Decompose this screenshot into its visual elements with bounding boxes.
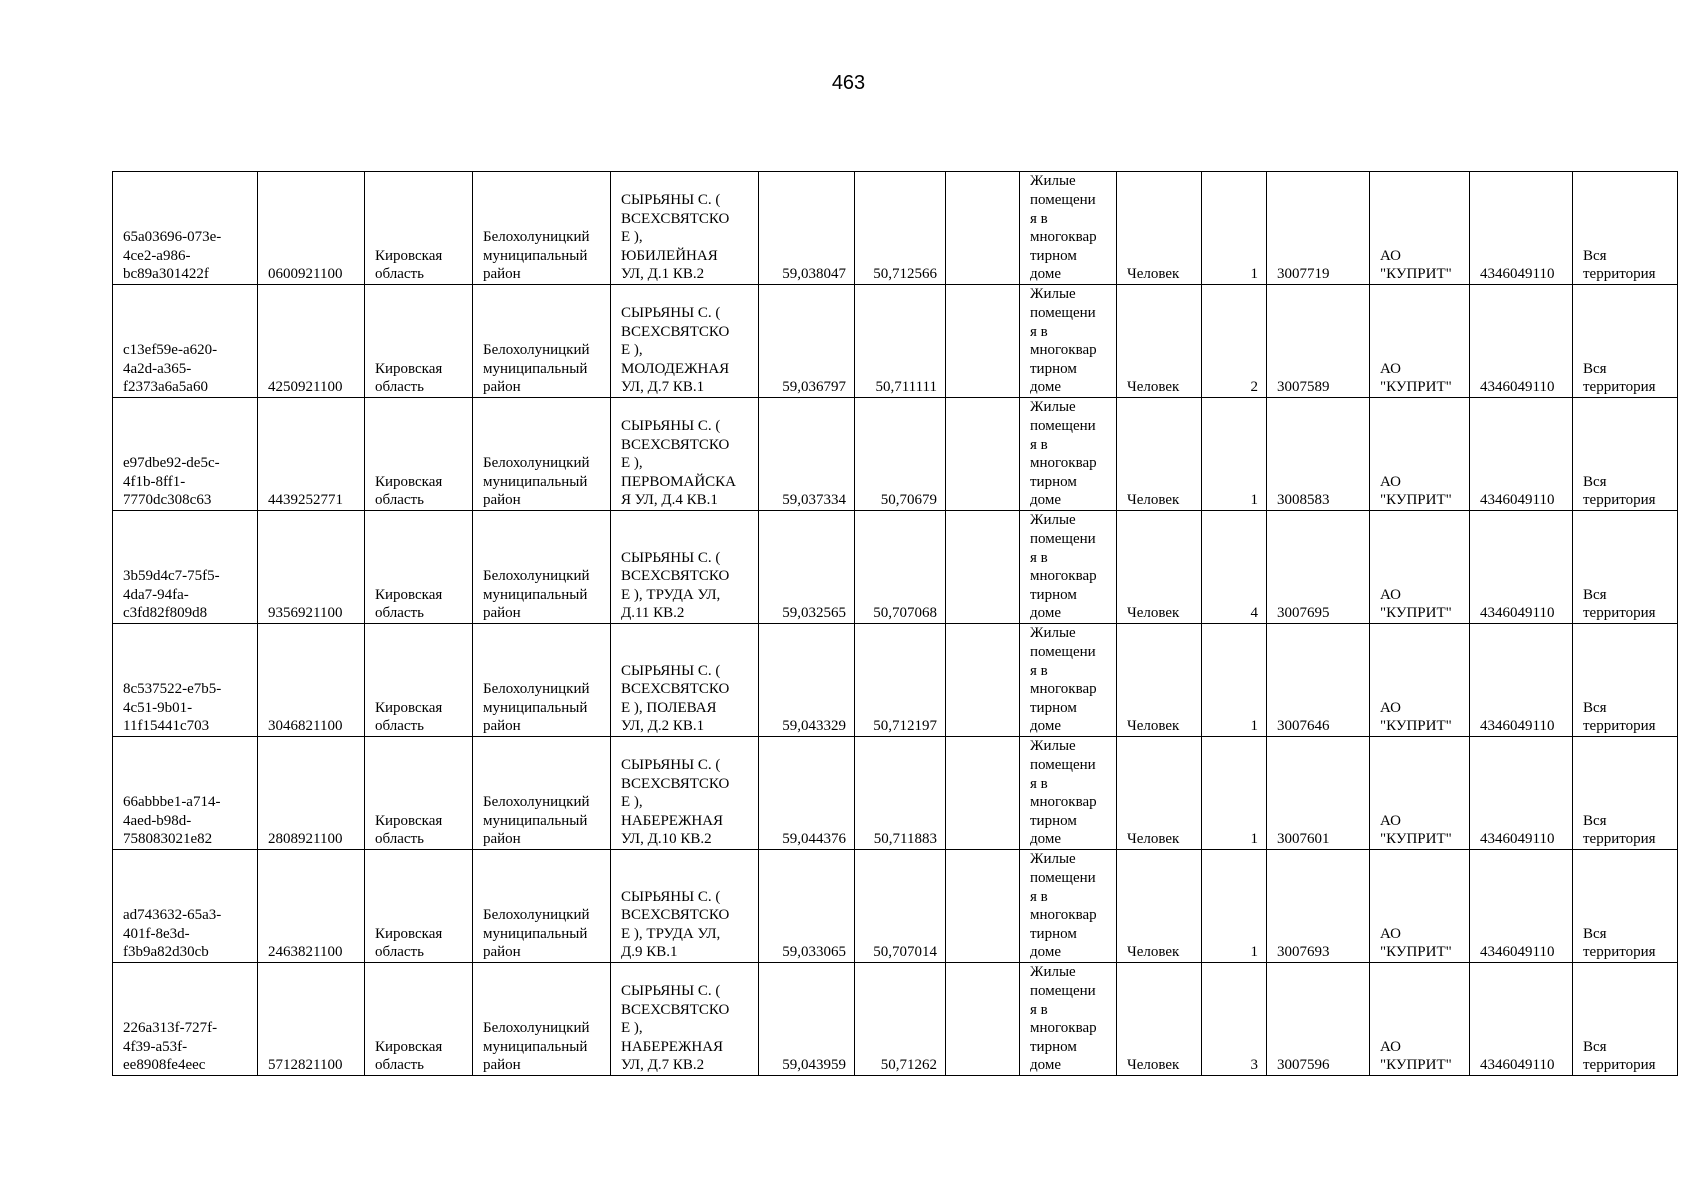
object-id-cell: 8c537522-e7b5- 4c51-9b01- 11f15441c703 — [113, 624, 258, 737]
account-number-cell: 3007695 — [1267, 511, 1370, 624]
inn-cell: 4346049110 — [1470, 624, 1573, 737]
region-cell: Кировская область — [365, 285, 473, 398]
district-cell: Белохолуницкий муниципальный район — [473, 963, 611, 1076]
latitude-cell: 59,044376 — [759, 737, 855, 850]
empty-cell — [946, 737, 1020, 850]
inn-cell: 4346049110 — [1470, 737, 1573, 850]
table-row — [113, 737, 1678, 850]
inn-cell: 4346049110 — [1470, 511, 1573, 624]
latitude-cell: 59,038047 — [759, 172, 855, 285]
territory-cell: Вся территория — [1573, 285, 1678, 398]
empty-cell — [946, 624, 1020, 737]
object-id-cell: 3b59d4c7-75f5- 4da7-94fa- c3fd82f809d8 — [113, 511, 258, 624]
account-number-cell: 3007693 — [1267, 850, 1370, 963]
organization-cell: АО "КУПРИТ" — [1370, 285, 1470, 398]
object-id-cell: 65a03696-073e- 4ce2-a986- bc89a301422f — [113, 172, 258, 285]
object-id-cell: c13ef59e-a620- 4a2d-a365- f2373a6a5a60 — [113, 285, 258, 398]
organization-cell: АО "КУПРИТ" — [1370, 398, 1470, 511]
code-cell: 0600921100 — [258, 172, 365, 285]
page-number: 463 — [831, 72, 866, 94]
territory-cell: Вся территория — [1573, 850, 1678, 963]
longitude-cell: 50,711883 — [855, 737, 946, 850]
count-cell: 1 — [1202, 624, 1267, 737]
region-cell: Кировская область — [365, 850, 473, 963]
region-cell: Кировская область — [365, 511, 473, 624]
territory-cell: Вся территория — [1573, 398, 1678, 511]
unit-cell: Человек — [1117, 285, 1202, 398]
inn-cell: 4346049110 — [1470, 285, 1573, 398]
object-id-cell: 66abbbe1-a714- 4aed-b98d- 758083021e82 — [113, 737, 258, 850]
code-cell: 2808921100 — [258, 737, 365, 850]
latitude-cell: 59,032565 — [759, 511, 855, 624]
empty-cell — [946, 963, 1020, 1076]
account-number-cell: 3007596 — [1267, 963, 1370, 1076]
territory-cell: Вся территория — [1573, 737, 1678, 850]
district-cell: Белохолуницкий муниципальный район — [473, 737, 611, 850]
organization-cell: АО "КУПРИТ" — [1370, 737, 1470, 850]
address-cell: СЫРЬЯНЫ С. ( ВСЕХСВЯТСКО Е ), МОЛОДЕЖНАЯ УЛ, Д.7 КВ.1 — [611, 285, 759, 398]
table-row — [113, 850, 1678, 963]
table-row — [113, 511, 1678, 624]
latitude-cell: 59,037334 — [759, 398, 855, 511]
organization-cell: АО "КУПРИТ" — [1370, 624, 1470, 737]
organization-cell: АО "КУПРИТ" — [1370, 511, 1470, 624]
region-cell: Кировская область — [365, 172, 473, 285]
premises-type-cell: Жилые помещени я в многоквар тирном доме — [1020, 624, 1117, 737]
organization-cell: АО "КУПРИТ" — [1370, 963, 1470, 1076]
unit-cell: Человек — [1117, 963, 1202, 1076]
district-cell: Белохолуницкий муниципальный район — [473, 511, 611, 624]
longitude-cell: 50,712197 — [855, 624, 946, 737]
district-cell: Белохолуницкий муниципальный район — [473, 850, 611, 963]
count-cell: 3 — [1202, 963, 1267, 1076]
registry-table — [112, 171, 1678, 1076]
table-body — [113, 172, 1678, 1076]
inn-cell: 4346049110 — [1470, 172, 1573, 285]
account-number-cell: 3007601 — [1267, 737, 1370, 850]
premises-type-cell: Жилые помещени я в многоквар тирном доме — [1020, 285, 1117, 398]
count-cell: 1 — [1202, 737, 1267, 850]
premises-type-cell: Жилые помещени я в многоквар тирном доме — [1020, 737, 1117, 850]
unit-cell: Человек — [1117, 398, 1202, 511]
organization-cell: АО "КУПРИТ" — [1370, 850, 1470, 963]
code-cell: 3046821100 — [258, 624, 365, 737]
territory-cell: Вся территория — [1573, 963, 1678, 1076]
table-row — [113, 285, 1678, 398]
address-cell: СЫРЬЯНЫ С. ( ВСЕХСВЯТСКО Е ), ПЕРВОМАЙСКА Я УЛ, Д.4 КВ.1 — [611, 398, 759, 511]
unit-cell: Человек — [1117, 172, 1202, 285]
table-row — [113, 398, 1678, 511]
district-cell: Белохолуницкий муниципальный район — [473, 624, 611, 737]
inn-cell: 4346049110 — [1470, 398, 1573, 511]
empty-cell — [946, 511, 1020, 624]
empty-cell — [946, 285, 1020, 398]
inn-cell: 4346049110 — [1470, 963, 1573, 1076]
account-number-cell: 3007589 — [1267, 285, 1370, 398]
address-cell: СЫРЬЯНЫ С. ( ВСЕХСВЯТСКО Е ), ТРУДА УЛ, Д.11 КВ.2 — [611, 511, 759, 624]
territory-cell: Вся территория — [1573, 172, 1678, 285]
table-row — [113, 624, 1678, 737]
count-cell: 2 — [1202, 285, 1267, 398]
longitude-cell: 50,712566 — [855, 172, 946, 285]
code-cell: 9356921100 — [258, 511, 365, 624]
region-cell: Кировская область — [365, 624, 473, 737]
district-cell: Белохолуницкий муниципальный район — [473, 172, 611, 285]
latitude-cell: 59,043959 — [759, 963, 855, 1076]
code-cell: 4439252771 — [258, 398, 365, 511]
premises-type-cell: Жилые помещени я в многоквар тирном доме — [1020, 398, 1117, 511]
longitude-cell: 50,711111 — [855, 285, 946, 398]
district-cell: Белохолуницкий муниципальный район — [473, 398, 611, 511]
address-cell: СЫРЬЯНЫ С. ( ВСЕХСВЯТСКО Е ), ТРУДА УЛ, Д.9 КВ.1 — [611, 850, 759, 963]
latitude-cell: 59,036797 — [759, 285, 855, 398]
region-cell: Кировская область — [365, 398, 473, 511]
code-cell: 4250921100 — [258, 285, 365, 398]
empty-cell — [946, 172, 1020, 285]
empty-cell — [946, 398, 1020, 511]
district-cell: Белохолуницкий муниципальный район — [473, 285, 611, 398]
address-cell: СЫРЬЯНЫ С. ( ВСЕХСВЯТСКО Е ), ПОЛЕВАЯ УЛ, Д.2 КВ.1 — [611, 624, 759, 737]
address-cell: СЫРЬЯНЫ С. ( ВСЕХСВЯТСКО Е ), ЮБИЛЕЙНАЯ УЛ, Д.1 КВ.2 — [611, 172, 759, 285]
account-number-cell: 3007646 — [1267, 624, 1370, 737]
account-number-cell: 3007719 — [1267, 172, 1370, 285]
object-id-cell: 226a313f-727f- 4f39-a53f- ee8908fe4eec — [113, 963, 258, 1076]
premises-type-cell: Жилые помещени я в многоквар тирном доме — [1020, 850, 1117, 963]
code-cell: 5712821100 — [258, 963, 365, 1076]
address-cell: СЫРЬЯНЫ С. ( ВСЕХСВЯТСКО Е ), НАБЕРЕЖНАЯ УЛ, Д.10 КВ.2 — [611, 737, 759, 850]
latitude-cell: 59,043329 — [759, 624, 855, 737]
object-id-cell: e97dbe92-de5c- 4f1b-8ff1- 7770dc308c63 — [113, 398, 258, 511]
table-row — [113, 963, 1678, 1076]
premises-type-cell: Жилые помещени я в многоквар тирном доме — [1020, 511, 1117, 624]
object-id-cell: ad743632-65a3- 401f-8e3d- f3b9a82d30cb — [113, 850, 258, 963]
unit-cell: Человек — [1117, 737, 1202, 850]
code-cell: 2463821100 — [258, 850, 365, 963]
longitude-cell: 50,71262 — [855, 963, 946, 1076]
longitude-cell: 50,707014 — [855, 850, 946, 963]
empty-cell — [946, 850, 1020, 963]
region-cell: Кировская область — [365, 737, 473, 850]
latitude-cell: 59,033065 — [759, 850, 855, 963]
longitude-cell: 50,707068 — [855, 511, 946, 624]
premises-type-cell: Жилые помещени я в многоквар тирном доме — [1020, 172, 1117, 285]
unit-cell: Человек — [1117, 624, 1202, 737]
premises-type-cell: Жилые помещени я в многоквар тирном доме — [1020, 963, 1117, 1076]
count-cell: 4 — [1202, 511, 1267, 624]
count-cell: 1 — [1202, 850, 1267, 963]
account-number-cell: 3008583 — [1267, 398, 1370, 511]
unit-cell: Человек — [1117, 850, 1202, 963]
inn-cell: 4346049110 — [1470, 850, 1573, 963]
count-cell: 1 — [1202, 398, 1267, 511]
table-row — [113, 172, 1678, 285]
organization-cell: АО "КУПРИТ" — [1370, 172, 1470, 285]
count-cell: 1 — [1202, 172, 1267, 285]
territory-cell: Вся территория — [1573, 511, 1678, 624]
region-cell: Кировская область — [365, 963, 473, 1076]
address-cell: СЫРЬЯНЫ С. ( ВСЕХСВЯТСКО Е ), НАБЕРЕЖНАЯ УЛ, Д.7 КВ.2 — [611, 963, 759, 1076]
longitude-cell: 50,70679 — [855, 398, 946, 511]
unit-cell: Человек — [1117, 511, 1202, 624]
territory-cell: Вся территория — [1573, 624, 1678, 737]
